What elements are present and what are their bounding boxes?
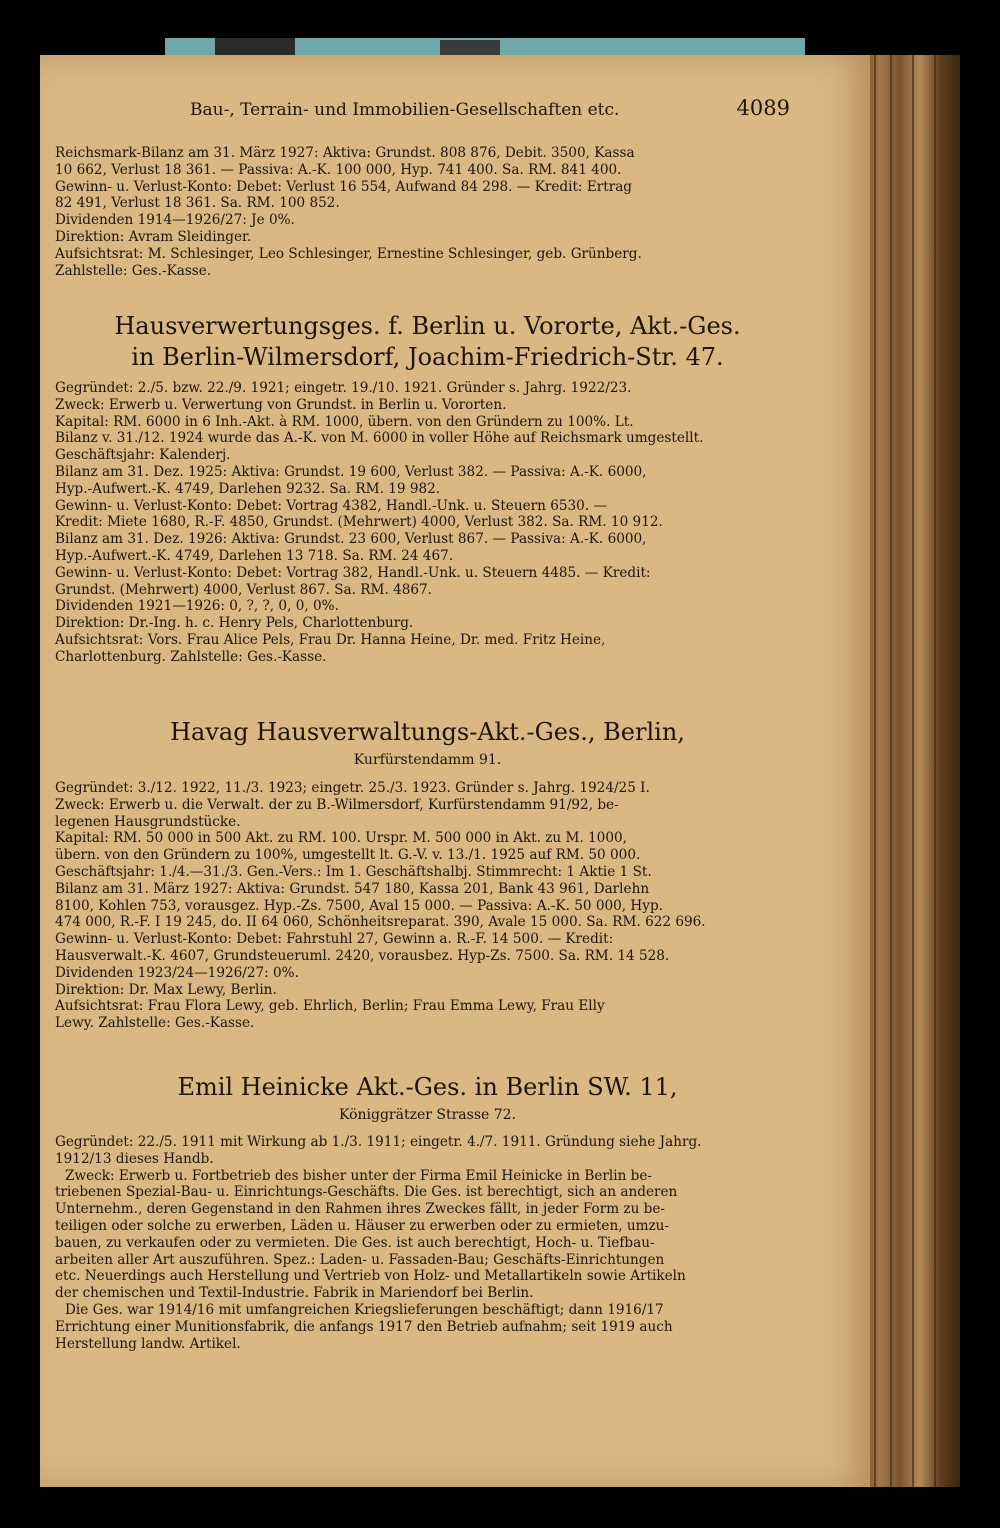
text-line: arbeiten aller Art auszuführen. Spez.: Laden- u. Fassaden-Bau; Geschäfts-Einrichtungen	[55, 1251, 665, 1268]
text-line: Direktion: Avram Sleidinger.	[55, 228, 252, 245]
page-header	[190, 98, 790, 124]
text-line: 10 662, Verlust 18 361. — Passiva: A.-K. 100 000, Hyp. 741 400. Sa. RM. 841 400.	[55, 161, 622, 178]
text-line: etc. Neuerdings auch Herstellung und Vertrieb von Holz- und Metallartikeln sowie Artikeln	[55, 1268, 686, 1285]
entry-continuation	[55, 145, 800, 279]
text-line: übern. von den Gründern zu 100%, umgestellt lt. G.-V. v. 13./1. 1925 auf RM. 50 000.	[55, 847, 641, 864]
text-line: Reichsmark-Bilanz am 31. März 1927: Aktiva: Grundst. 808 876, Debit. 3500, Kassa	[55, 145, 635, 161]
text-line: Hyp.-Aufwert.-K. 4749, Darlehen 9232. Sa. RM. 19 982.	[55, 480, 441, 497]
company-entry	[55, 380, 800, 666]
text-line: Direktion: Dr.-Ing. h. c. Henry Pels, Charlottenburg.	[55, 615, 414, 632]
text-line: Lewy. Zahlstelle: Ges.-Kasse.	[55, 1015, 255, 1032]
text-line: Dividenden 1923/24—1926/27: 0%.	[55, 964, 299, 981]
text-line: teiligen oder solche zu erwerben, Läden u. Häuser zu erwerben oder zu ermieten, umzu-	[55, 1217, 670, 1234]
text-line: Zweck: Erwerb u. Fortbetrieb des bisher unter der Firma Emil Heinicke in Berlin be-	[65, 1167, 653, 1184]
text-line: Gewinn- u. Verlust-Konto: Debet: Vortrag 382, Handl.-Unk. u. Steuern 4485. — Kredit:	[55, 564, 651, 581]
text-line: Herstellung landw. Artikel.	[55, 1335, 241, 1352]
company-address: Königgrätzer Strasse 72.	[338, 1107, 517, 1123]
text-line: Gewinn- u. Verlust-Konto: Debet: Vortrag 4382, Handl.-Unk. u. Steuern 6530. —	[55, 497, 608, 514]
text-line: Dividenden 1921—1926: 0, ?, ?, 0, 0, 0%.	[55, 598, 339, 615]
page-number: 4089	[736, 96, 790, 120]
text-line: Unternehm., deren Gegenstand in den Rahmen ihres Zweckes fällt, in jeder Form zu be-	[55, 1201, 665, 1218]
text-line: Hyp.-Aufwert.-K. 4749, Darlehen 13 718. Sa. RM. 24 467.	[55, 547, 454, 564]
text-line: Zahlstelle: Ges.-Kasse.	[55, 262, 212, 279]
text-line: Grundst. (Mehrwert) 4000, Verlust 867. Sa. RM. 4867.	[55, 581, 433, 598]
text-line: Aufsichtsrat: Vors. Frau Alice Pels, Frau Dr. Hanna Heine, Dr. med. Fritz Heine,	[55, 631, 606, 648]
text-line: Charlottenburg. Zahlstelle: Ges.-Kasse.	[55, 648, 327, 665]
company-entry	[55, 1134, 800, 1352]
text-line: Errichtung einer Munitionsfabrik, die anfangs 1917 den Betrieb aufnahm; seit 1919 auch	[55, 1318, 673, 1335]
text-line: Kredit: Miete 1680, R.-F. 4850, Grundst. (Mehrwert) 4000, Verlust 382. Sa. RM. 10 912.	[55, 514, 663, 531]
tab-marking	[440, 40, 500, 56]
company-title: Havag Hausverwaltungs-Akt.-Ges., Berlin,	[170, 718, 685, 746]
text-line: 82 491, Verlust 18 361. Sa. RM. 100 852.	[55, 195, 340, 212]
text-line: bauen, zu verkaufen oder zu vermieten. Die Ges. ist auch berechtigt, Hoch- u. Tiefbau-	[55, 1234, 655, 1251]
text-line: 1912/13 dieses Handb.	[55, 1150, 214, 1167]
text-line: Gegründet: 3./12. 1922, 11./3. 1923; eingetr. 25./3. 1923. Gründer s. Jahrg. 1924/25 I.	[55, 780, 650, 796]
running-title: Bau-, Terrain- und Immobilien-Gesellschaften etc.	[190, 100, 620, 120]
text-line: der chemischen und Textil-Industrie. Fabrik in Mariendorf bei Berlin.	[55, 1285, 534, 1302]
text-line: Gewinn- u. Verlust-Konto: Debet: Verlust 16 554, Aufwand 84 298. — Kredit: Ertrag	[55, 178, 633, 195]
text-line: Direktion: Dr. Max Lewy, Berlin.	[55, 981, 277, 998]
text-line: Geschäftsjahr: 1./4.—31./3. Gen.-Vers.: Im 1. Geschäftshalbj. Stimmrecht: 1 Aktie 1 St.	[55, 863, 652, 880]
text-line: legenen Hausgrundstücke.	[55, 813, 241, 830]
text-line: Aufsichtsrat: M. Schlesinger, Leo Schlesinger, Ernestine Schlesinger, geb. Grünberg.	[55, 245, 642, 262]
text-line: Gegründet: 22./5. 1911 mit Wirkung ab 1./3. 1911; eingetr. 4./7. 1911. Gründung siehe Jahrg.	[55, 1134, 702, 1150]
text-line: Bilanz am 31. März 1927: Aktiva: Grundst. 547 180, Kassa 201, Bank 43 961, Darlehn	[55, 880, 650, 897]
text-line: Gegründet: 2./5. bzw. 22./9. 1921; eingetr. 19./10. 1921. Gründer s. Jahrg. 1922/23.	[55, 380, 632, 396]
company-address: in Berlin-Wilmersdorf, Joachim-Friedrich-Str. 47.	[131, 343, 724, 371]
text-line: Kapital: RM. 6000 in 6 Inh.-Akt. à RM. 1000, übern. von den Gründern zu 100%. Lt.	[55, 413, 634, 430]
text-line: Aufsichtsrat: Frau Flora Lewy, geb. Ehrlich, Berlin; Frau Emma Lewy, Frau Elly	[55, 998, 605, 1015]
text-line: triebenen Spezial-Bau- u. Einrichtungs-Geschäfts. Die Ges. ist berechtigt, sich an anderen	[55, 1184, 678, 1201]
company-title: Hausverwertungsges. f. Berlin u. Vororte, Akt.-Ges.	[114, 312, 741, 340]
text-line: Gewinn- u. Verlust-Konto: Debet: Fahrstuhl 27, Gewinn a. R.-F. 14 500. — Kredit:	[55, 931, 614, 948]
book-page-edges	[860, 55, 960, 1487]
text-line: 8100, Kohlen 753, vorausgez. Hyp.-Zs. 7500, Aval 15 000. — Passiva: A.-K. 50 000, Hyp.	[55, 897, 663, 914]
text-line: Bilanz am 31. Dez. 1926: Aktiva: Grundst. 23 600, Verlust 867. — Passiva: A.-K. 6000,	[55, 531, 647, 548]
company-entry	[55, 780, 800, 1032]
text-line: 474 000, R.-F. I 19 245, do. II 64 060, Schönheitsreparat. 390, Avale 15 000. Sa. RM. 622 696.	[55, 914, 706, 931]
text-line: Die Ges. war 1914/16 mit umfangreichen Kriegslieferungen beschäftigt; dann 1916/17	[65, 1301, 664, 1318]
text-line: Zweck: Erwerb u. die Verwalt. der zu B.-Wilmersdorf, Kurfürstendamm 91/92, be-	[55, 796, 619, 813]
text-line: Hausverwalt.-K. 4607, Grundsteueruml. 2420, vorausbez. Hyp-Zs. 7500. Sa. RM. 14 528.	[55, 947, 670, 964]
text-line: Bilanz v. 31./12. 1924 wurde das A.-K. von M. 6000 in voller Höhe auf Reichsmark umgestellt.	[55, 430, 704, 447]
text-line: Zweck: Erwerb u. Verwertung von Grundst. in Berlin u. Vororten.	[55, 396, 507, 413]
company-title: Emil Heinicke Akt.-Ges. in Berlin SW. 11,	[177, 1073, 678, 1101]
text-line: Geschäftsjahr: Kalenderj.	[55, 447, 231, 464]
text-line: Bilanz am 31. Dez. 1925: Aktiva: Grundst. 19 600, Verlust 382. — Passiva: A.-K. 6000,	[55, 463, 647, 480]
text-line: Dividenden 1914—1926/27: Je 0%.	[55, 212, 295, 229]
company-address: Kurfürstendamm 91.	[353, 752, 502, 768]
text-line: Kapital: RM. 50 000 in 500 Akt. zu RM. 100. Urspr. M. 500 000 in Akt. zu M. 1000,	[55, 830, 627, 847]
